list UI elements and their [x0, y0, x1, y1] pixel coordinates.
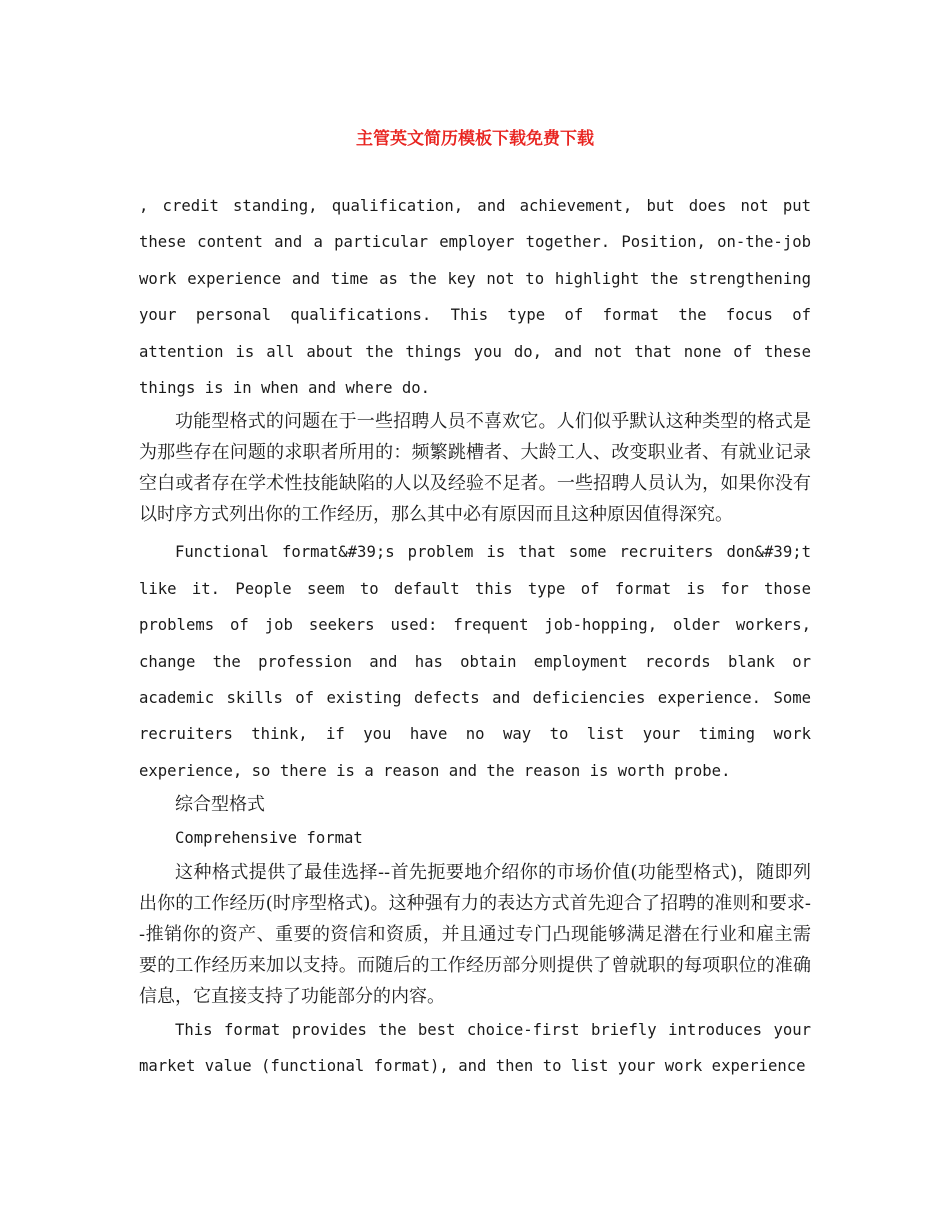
document-title: 主管英文简历模板下载免费下载 — [356, 129, 594, 149]
paragraph-en-intro: , credit standing, qualification, and achievement, but does not put these content and a particular employer together. Position, on-the-job work experience and time as the key not to highlight the strengthening your personal qualifications. This type of format the focus of attention is all about the things you do, and not that none of these things is in when and where do. — [139, 197, 811, 398]
document-body — [139, 188, 811, 1085]
paragraph-zh-comprehensive: 这种格式提供了最佳选择--首先扼要地介绍你的市场价值(功能型格式)，随即列出你的工作经历(时序型格式)。这种强有力的表达方式首先迎合了招聘的准则和要求--推销你的资产、重要的资信和资质，并且通过专门凸现能够满足潜在行业和雇主需要的工作经历来加以支持。而随后的工作经历部分则提供了曾就职的每项职位的准确信息，它直接支持了功能部分的内容。 — [139, 861, 811, 1007]
heading-zh-comprehensive: 综合型格式 — [175, 794, 265, 816]
paragraph-zh-functional-problem: 功能型格式的问题在于一些招聘人员不喜欢它。人们似乎默认这种类型的格式是为那些存在问题的求职者所用的：频繁跳槽者、大龄工人、改变职业者、有就业记录空白或者存在学术性技能缺陷的人以及经验不足者。一些招聘人员认为，如果你没有以时序方式列出你的工作经历，那么其中必有原因而且这种原因值得深究。 — [139, 411, 811, 526]
paragraph-en-comprehensive: This format provides the best choice-first briefly introduces your market value (functional format), and then to list your work experience — [139, 1020, 811, 1076]
paragraph-en-functional-problem: Functional format&#39;s problem is that some recruiters don&#39;t like it. People seem to default this type of format is for those problems of job seekers used: frequent job-hopping, older workers, change the profession and has obtain employment records blank or academic skills of existing defects and deficiencies experience. Some recruiters think, if you have no way to list your timing work experience, so there is a reason and the reason is worth probe. — [139, 543, 811, 780]
heading-en-comprehensive: Comprehensive format — [175, 829, 363, 848]
